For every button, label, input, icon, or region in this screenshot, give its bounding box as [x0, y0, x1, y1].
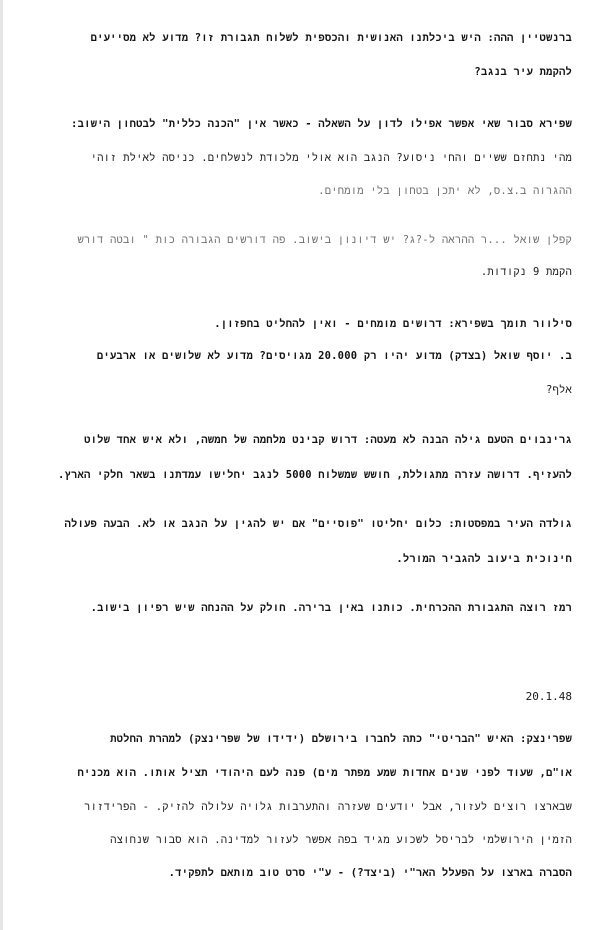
- text-line: להקמת עיר בנגב?: [474, 66, 572, 78]
- text-line: הזמין הירושלמי לבריסל לשכוע מגיד בפה אפשר לעזור למדינה. הוא סבור שנחוצה: [110, 834, 572, 846]
- text-line: ברנשטיין ההה: היש ביכלתנו האנושית והכספית לשלוח תגבורת זו? מדוע לא מסייעים: [90, 32, 572, 44]
- scan-edge-shadow: [0, 0, 3, 930]
- text-line: שפירא סבור שאי אפשר אפילו לדון על השאלה - כאשר אין "הכנה כללית" לבטחון הישוב:: [71, 118, 572, 130]
- text-line: שפרינצק: האיש "הבריטי" כתה לחברו בירושלם (ידידו של שפרינצק) למהרת החלטת: [110, 733, 572, 745]
- date-heading: 20.1.48: [525, 690, 572, 703]
- text-line: גרינבוים הטעם גילה הבנה לא מעטה: דרוש קבינט מלחמה של חמשה, ולא איש אחד שלוט: [84, 434, 572, 446]
- text-line: סילוור תומך בשפירא: דרושים מומחים - ואין להחליט בחפזון.: [214, 318, 572, 330]
- text-line: רמז רוצה התגבורת ההכרחית. כותנו באין ברירה. חולק על ההנחה שיש רפיון בישוב.: [90, 602, 572, 614]
- text-line: או"ם, שעוד לפני שנים אחדות שמע מפתר מים) פנה לעם היהודי תציל אותו. הוא מכניח: [77, 767, 572, 779]
- text-line: להעזיף. דרושה עזרה מתגוללת, חושש שמשלוח 5000 לנגב יחלישו עמדתנו בשאר חלקי הארץ.: [58, 469, 572, 481]
- text-line: ההגרוה ב.צ.ס, לא יתכן בטחון בלי מומחים.: [318, 185, 572, 197]
- text-line: אלף?: [545, 384, 572, 396]
- text-line: חינוכית ביעוב להגביר המורל.: [396, 553, 572, 565]
- text-line: הסברה בארצו על הפעלל האר"י (ביצד?) - ע"י סרט טוב מותאם לתפקיד.: [168, 867, 572, 879]
- text-line: גולדה העיר במפסטות: כלום יחליטו "פוסיים" אם יש להגין על הנגב או לא. הבעה פעולה: [64, 518, 572, 530]
- text-line: ב. יוסף שואל (בצדק) מדוע יהיו רק 20.000 מגויסים? מדוע לא שלושים או ארבעים: [96, 350, 572, 362]
- text-line: הקמת 9 נקודות.: [480, 266, 572, 278]
- text-line: שבארצו רוצים לעזור, אבל יודעים שעזרה והתערבות גלויה עלולה להזיק. - הפרידזור: [84, 801, 572, 813]
- text-line: קפלן שואל ...ר ההראה ל-?ג? יש דיונון בישוב. פה דורשים הגבורה כות " ובטה דורש: [77, 234, 572, 246]
- text-line: מהי נתחזם ששיים והחי ניסוע? הנגב הוא אולי מלכודת לנשלחים. כניסה לאילת זוהי: [90, 152, 572, 164]
